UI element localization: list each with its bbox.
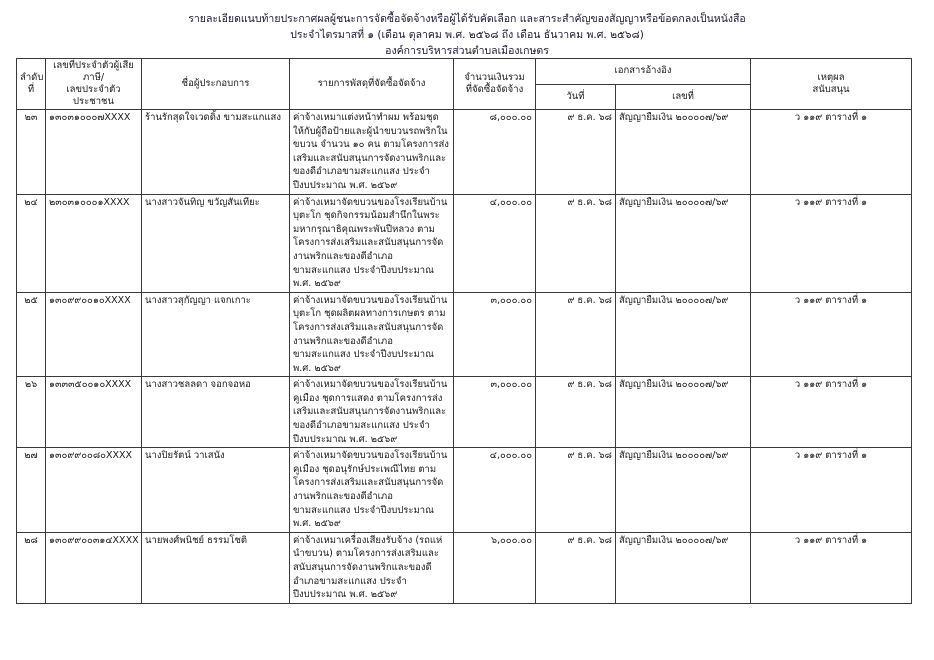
row-ref-date: ๙ ธ.ค. ๖๘ [536, 292, 616, 377]
row-ref-no: สัญญายืมเงิน ๒๐๐๐๐๗/๖๙ [616, 110, 751, 195]
col-header-taxid: เลขที่ประจำตัวผู้เสียภาษี/ เลขประจำตัวประชาชน [46, 59, 142, 110]
row-reason: ว ๑๑๙ ตารางที่ ๑ [751, 377, 912, 448]
row-taxid: ๒๓๐๓๑๐๐๐๑XXXX [46, 194, 142, 292]
row-no: ๒๓ [17, 110, 46, 195]
table-row [17, 194, 912, 292]
table-row [17, 110, 912, 195]
row-taxid: ๑๓๐๙๙๐๐๑๐XXXX [46, 292, 142, 377]
col-header-no: ลำดับที่ [17, 59, 46, 110]
col-header-ref-no: เลขที่ [616, 84, 751, 110]
row-ref-no: สัญญายืมเงิน ๒๐๐๐๐๗/๖๙ [616, 532, 751, 603]
row-no: ๒๗ [17, 448, 46, 533]
row-amount: ๔,๐๐๐.๐๐ [454, 448, 536, 533]
row-vendor: นางสาวจันทิญ ขวัญสันเทียะ [142, 194, 290, 292]
row-ref-no: สัญญายืมเงิน ๒๐๐๐๐๗/๖๙ [616, 377, 751, 448]
row-vendor: นางสาวชลลดา จอกจอหอ [142, 377, 290, 448]
row-item: ค่าจ้างเหมาจัดขบวนของโรงเรียนบ้านบุตะโก ชุดกิจกรรมน้อมสำนึกในพระมหากรุณาธิคุณพระพันปีหลวง ตามโครงการส่งเสริมและสนับสนุนการจัดงานพริกและของดีอำเภอขามสะแกแสง ประจำปีงบประมาณ พ.ศ. ๒๕๖๙ [290, 194, 454, 292]
organization-name: องค์การบริหารส่วนตำบลเมืองเกษตร [385, 45, 549, 57]
row-reason: ว ๑๑๙ ตารางที่ ๑ [751, 292, 912, 377]
row-ref-no: สัญญายืมเงิน ๒๐๐๐๐๗/๖๙ [616, 194, 751, 292]
row-ref-date: ๙ ธ.ค. ๖๘ [536, 448, 616, 533]
row-amount: ๓,๐๐๐.๐๐ [454, 292, 536, 377]
table-row [17, 377, 912, 448]
report-title: รายละเอียดแนบท้ายประกาศผลผู้ชนะการจัดซื้อจัดจ้างหรือผู้ได้รับคัดเลือก และสาระสำคัญของสัญญาหรือข้อตกลงเป็นหนังสือ [188, 13, 746, 25]
row-reason: ว ๑๑๙ ตารางที่ ๑ [751, 532, 912, 603]
row-no: ๒๔ [17, 194, 46, 292]
row-item: ค่าจ้างเหมาจัดขบวนของโรงเรียนบ้านคูเมือง ชุดอนุรักษ์ประเพณีไทย ตามโครงการส่งเสริมและสนับสนุนการจัดงานพริกและของดีอำเภอขามสะแกแสง ประจำปีงบประมาณ พ.ศ. ๒๕๖๙ [290, 448, 454, 533]
row-no: ๒๖ [17, 377, 46, 448]
row-item: ค่าจ้างเหมาจัดขบวนของโรงเรียนบ้านบุตะโก ชุดผลิตผลทางการเกษตร ตามโครงการส่งเสริมและสนับสนุนการจัดงานพริกและของดีอำเภอขามสะแกแสง ประจำปีงบประมาณ พ.ศ. ๒๕๖๙ [290, 292, 454, 377]
row-ref-no: สัญญายืมเงิน ๒๐๐๐๐๗/๖๙ [616, 292, 751, 377]
row-reason: ว ๑๑๙ ตารางที่ ๑ [751, 194, 912, 292]
row-amount: ๘,๐๐๐.๐๐ [454, 110, 536, 195]
col-header-vendor: ชื่อผู้ประกอบการ [142, 59, 290, 110]
row-ref-date: ๙ ธ.ค. ๖๘ [536, 377, 616, 448]
table-row [17, 448, 912, 533]
row-taxid: ๑๓๐๓๑๐๐๐๗XXXX [46, 110, 142, 195]
row-taxid: ๑๓๐๙๙๐๐๘๐XXXX [46, 448, 142, 533]
col-header-item: รายการพัสดุที่จัดซื้อจัดจ้าง [290, 59, 454, 110]
row-reason: ว ๑๑๙ ตารางที่ ๑ [751, 110, 912, 195]
row-item: ค่าจ้างเหมาแต่งหน้าทำผม พร้อมชุด ให้กับผู้ถือป้ายและผู้นำขบวนรถพริกในขบวน จำนวน ๑๐ คน ตามโครงการส่งเสริมและสนับสนุนการจัดงานพริกและของดีอำเภอขามสะแกแสง ประจำปีงบประมาณ พ.ศ. ๒๕๖๙ [290, 110, 454, 195]
row-reason: ว ๑๑๙ ตารางที่ ๑ [751, 448, 912, 533]
row-vendor: นางปิยรัตน์ วาเสนัง [142, 448, 290, 533]
row-item: ค่าจ้างเหมาเครื่องเสียงรับจ้าง (รถแห่นำขบวน) ตามโครงการส่งเสริมและสนับสนุนการจัดงานพริกและของดีอำเภอขามสะแกแสง ประจำปีงบประมาณ พ.ศ. ๒๕๖๙ [290, 532, 454, 603]
row-ref-no: สัญญายืมเงิน ๒๐๐๐๐๗/๖๙ [616, 448, 751, 533]
row-amount: ๔,๐๐๐.๐๐ [454, 194, 536, 292]
col-header-ref: เอกสารอ้างอิง [536, 59, 751, 85]
col-header-amount: จำนวนเงินรวม ที่จัดซื้อจัดจ้าง [454, 59, 536, 110]
row-taxid: ๑๓๐๙๙๐๐๓๑๔XXXX [46, 532, 142, 603]
procurement-table [16, 58, 912, 604]
report-period: ประจำไตรมาสที่ ๑ (เดือน ตุลาคม พ.ศ. ๒๕๖๘ ถึง เดือน ธันวาคม พ.ศ. ๒๕๖๘) [290, 29, 644, 41]
row-vendor: นายพงศ์พนิชย์ ธรรมโชติ [142, 532, 290, 603]
row-vendor: ร้านรักสุดใจเวดดิ้ง ขามสะแกแสง [142, 110, 290, 195]
row-no: ๒๘ [17, 532, 46, 603]
row-vendor: นางสาวสุกัญญา แจกเกาะ [142, 292, 290, 377]
row-amount: ๖,๐๐๐.๐๐ [454, 532, 536, 603]
table-row [17, 532, 912, 603]
col-header-reason: เหตุผล สนับสนุน [751, 59, 912, 110]
row-ref-date: ๙ ธ.ค. ๖๘ [536, 110, 616, 195]
row-item: ค่าจ้างเหมาจัดขบวนของโรงเรียนบ้านคูเมือง ชุดการแสดง ตามโครงการส่งเสริมและสนับสนุนการจัดงานพริกและของดีอำเภอขามสะแกแสง ประจำปีงบประมาณ พ.ศ. ๒๕๖๙ [290, 377, 454, 448]
table-row [17, 292, 912, 377]
row-ref-date: ๙ ธ.ค. ๖๘ [536, 532, 616, 603]
row-amount: ๓,๐๐๐.๐๐ [454, 377, 536, 448]
row-no: ๒๕ [17, 292, 46, 377]
row-taxid: ๑๓๓๓๕๐๐๑๐XXXX [46, 377, 142, 448]
col-header-ref-date: วันที่ [536, 84, 616, 110]
row-ref-date: ๙ ธ.ค. ๖๘ [536, 194, 616, 292]
